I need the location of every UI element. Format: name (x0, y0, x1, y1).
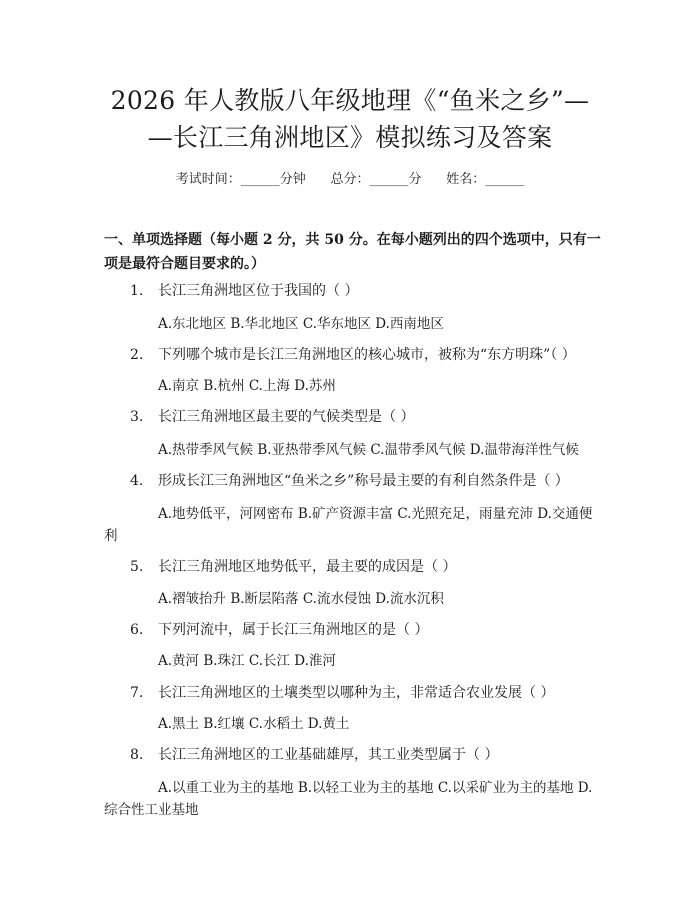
question-number: 8. (130, 747, 144, 763)
question-4 (130, 471, 600, 491)
question-number: 4. (130, 473, 144, 489)
question-stem: 形成长江三角洲地区“鱼米之乡”称号最主要的有利自然条件是（ ） (158, 473, 569, 489)
question-stem: 长江三角洲地区地势低平，最主要的成因是（ ） (158, 559, 457, 575)
document-title-line-1: 2026 年人教版八年级地理《“鱼米之乡”— (110, 86, 590, 115)
question-number: 7. (130, 685, 144, 701)
question-stem: 下列河流中，属于长江三角洲地区的是（ ） (158, 622, 429, 638)
question-7 (130, 683, 600, 703)
question-6 (130, 620, 600, 640)
question-number: 6. (130, 622, 144, 638)
question-8-options: A.以重工业为主的基地 B.以轻工业为主的基地 C.以采矿业为主的基地 D.综合性工业基地 (104, 780, 593, 818)
question-5 (130, 557, 600, 577)
question-number: 2. (130, 347, 144, 363)
question-1-options: A.东北地区 B.华北地区 C.华东地区 D.西南地区 (158, 316, 444, 332)
question-stem: 长江三角洲地区的工业基础雄厚，其工业类型属于（ ） (158, 747, 499, 763)
question-5-options: A.褶皱抬升 B.断层陷落 C.流水侵蚀 D.流水沉积 (158, 591, 444, 607)
question-number: 3. (130, 409, 144, 425)
question-1 (130, 281, 600, 301)
question-stem: 长江三角洲地区位于我国的（ ） (158, 283, 359, 299)
question-2-options: A.南京 B.杭州 C.上海 D.苏州 (158, 378, 336, 394)
question-stem: 下列哪个城市是长江三角洲地区的核心城市，被称为“东方明珠”（ ） (158, 347, 576, 363)
question-8 (130, 745, 600, 765)
question-stem: 长江三角洲地区最主要的气候类型是（ ） (158, 409, 415, 425)
section-heading: 一、单项选择题（每小题 2 分，共 50 分。在每小题列出的四个选项中，只有一项是最符合题目要求的。） (104, 232, 601, 272)
question-6-options: A.黄河 B.珠江 C.长江 D.淮河 (158, 653, 336, 669)
question-2 (130, 345, 600, 365)
question-7-options: A.黑土 B.红壤 C.水稻土 D.黄土 (158, 716, 350, 732)
question-3 (130, 407, 600, 427)
exam-meta-line: 考试时间：______分钟 总分：______分 姓名：______ (175, 172, 525, 187)
document-title-line-2: —长江三角洲地区》模拟练习及答案 (147, 123, 553, 152)
question-number: 1. (130, 283, 144, 299)
question-4-options: A.地势低平，河网密布 B.矿产资源丰富 C.光照充足，雨量充沛 D.交通便利 (104, 506, 593, 544)
question-3-options: A.热带季风气候 B.亚热带季风气候 C.温带季风气候 D.温带海洋性气候 (158, 442, 579, 458)
question-number: 5. (130, 559, 144, 575)
question-stem: 长江三角洲地区的土壤类型以哪种为主，非常适合农业发展（ ） (158, 685, 555, 701)
